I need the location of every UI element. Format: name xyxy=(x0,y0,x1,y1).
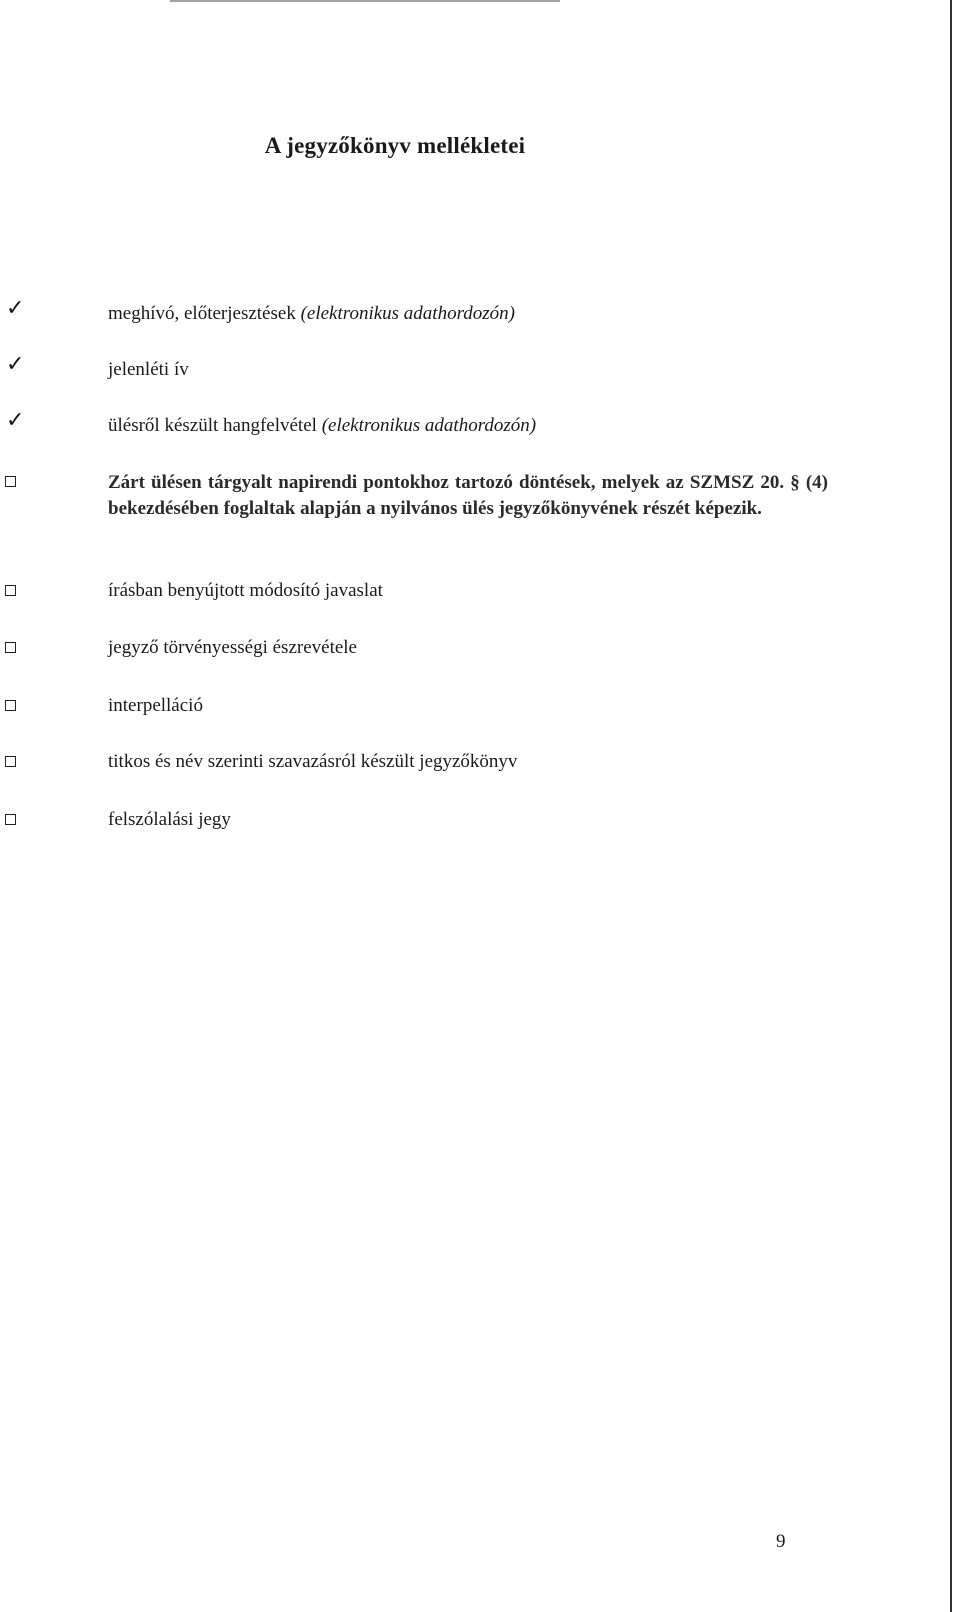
checkbox-empty-icon xyxy=(5,700,16,711)
list-item-label: ülésről készült hangfelvétel (elektronikus adathordozón) xyxy=(108,415,537,436)
page-title: A jegyzőkönyv mellékletei xyxy=(264,133,526,158)
list-item-label: jelenléti ív xyxy=(108,359,189,380)
checkbox-empty-icon xyxy=(5,756,16,767)
checkmark-icon: ✓ xyxy=(6,352,25,377)
checkmark-icon: ✓ xyxy=(6,408,25,433)
list-item-label: meghívó, előterjesztések (elektronikus adathordozón) xyxy=(108,303,515,324)
checkmark-icon: ✓ xyxy=(6,296,25,321)
checkbox-empty-icon xyxy=(5,585,16,596)
scan-top-edge xyxy=(170,0,560,2)
list-item-label: interpelláció xyxy=(108,695,203,716)
list-item-label: írásban benyújtott módosító javaslat xyxy=(108,580,383,601)
scan-right-edge xyxy=(950,0,952,1612)
checkbox-empty-icon xyxy=(5,476,16,487)
page-number: 9 xyxy=(776,1531,786,1552)
list-item-label: titkos és név szerinti szavazásról készült jegyzőkönyv xyxy=(108,751,518,772)
checkbox-empty-icon xyxy=(5,814,16,825)
list-item-label: Zárt ülésen tárgyalt napirendi pontokhoz tartozó döntések, melyek az SZMSZ 20. § (4) bekezdésében foglaltak alapján a nyilvános ülés jegyzőkönyvének részét képezik. xyxy=(108,472,828,519)
checkbox-empty-icon xyxy=(5,642,16,653)
list-item-label: felszólalási jegy xyxy=(108,809,231,830)
list-item-label: jegyző törvényességi észrevétele xyxy=(108,637,357,658)
